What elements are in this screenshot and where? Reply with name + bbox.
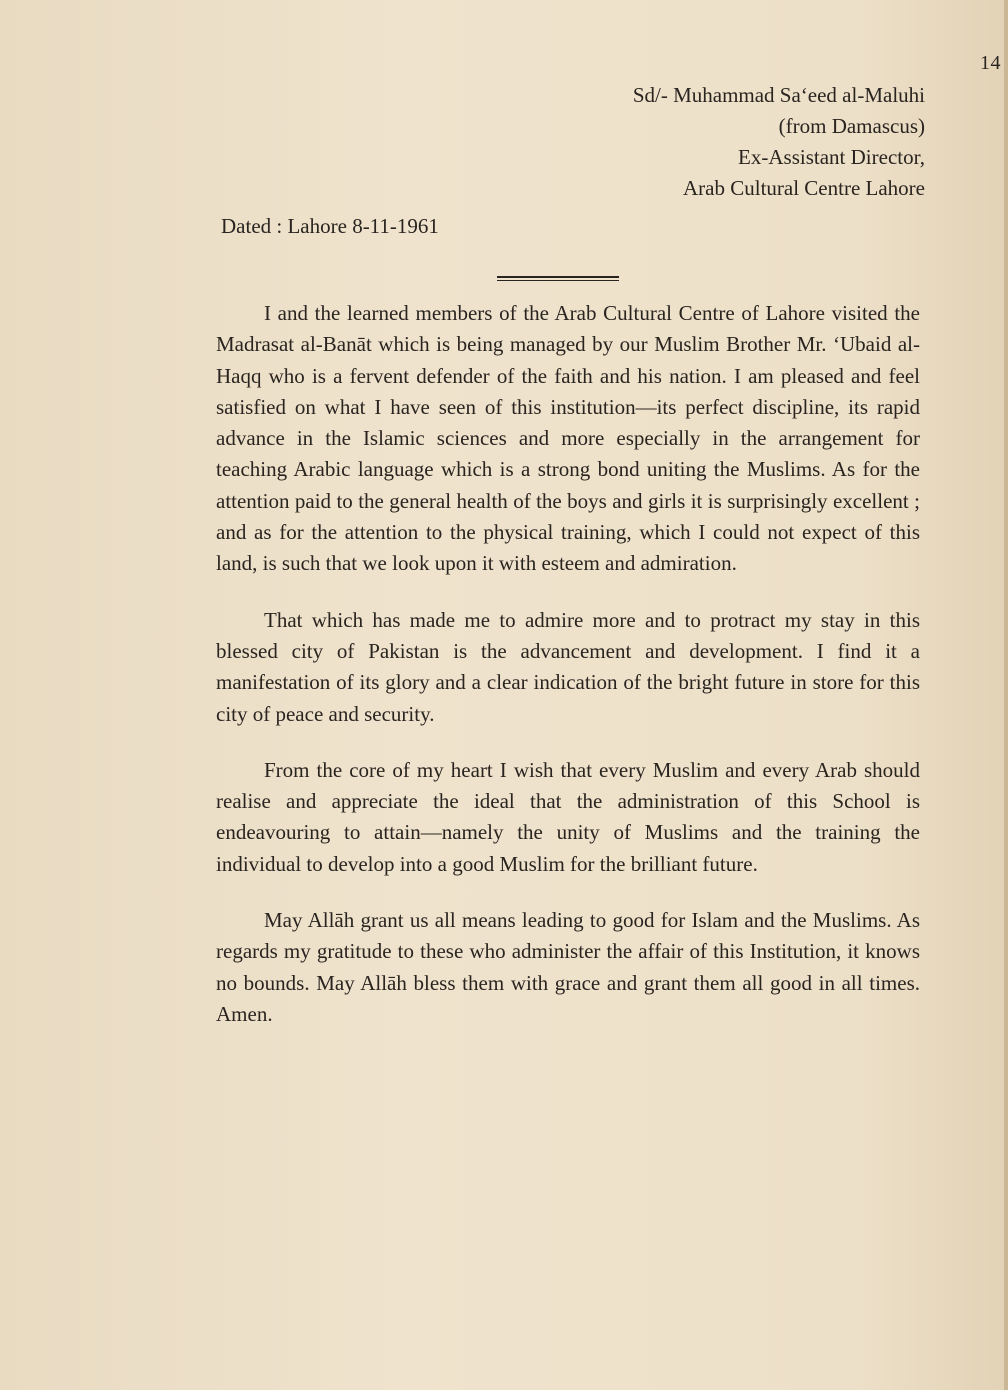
paragraph-2: That which has made me to admire more and to protract my stay in this blessed city of Pakistan is the advancement and development. I find it a manifestation of its glory and a clear indication of the bright future in store for this city of peace and security. <box>216 607 920 726</box>
signature-origin: (from Damascus) <box>778 114 925 138</box>
page-number: 14 <box>980 52 1001 74</box>
paragraph-3: From the core of my heart I wish that every Muslim and every Arab should realise and appreciate the ideal that the administration of this School is endeavouring to attain—namely the unity of Muslims and the training the individual to develop into a good Muslim for the brilliant future. <box>216 757 920 876</box>
date-line: Dated : Lahore 8-11-1961 <box>221 214 439 238</box>
signature-block <box>480 80 925 204</box>
signature-organization: Arab Cultural Centre Lahore <box>683 176 925 200</box>
signature-name: Sd/- Muhammad Sa‘eed al-Maluhi <box>632 83 925 107</box>
letter-body <box>216 298 952 1030</box>
signature-title: Ex-Assistant Director, <box>738 145 925 169</box>
paragraph-4: May Allāh grant us all means leading to good for Islam and the Muslims. As regards my gratitude to these who administer the affair of this Institution, it knows no bounds. May Allāh bless them with grace and grant them all good in all times. Amen. <box>216 908 952 1026</box>
page-edge <box>1004 0 1008 1390</box>
paragraph-1: I and the learned members of the Arab Cultural Centre of Lahore visited the Madrasat al-Banāt which is being managed by our Muslim Brother Mr. ‘Ubaid al-Haqq who is a fervent defender of the faith and his nation. I am pleased and feel satisfied on what I have seen of this institution—its perfect discipline, its rapid advance in the Islamic sciences and more especially in the arrangement for teaching Arabic language which is a strong bond uniting the Muslims. As for the attention paid to the general health of the boys and girls it is surprisingly excellent ; and as for the attention to the physical training, which I could not expect of this land, is such that we look upon it with esteem and admiration. <box>216 301 920 576</box>
divider-rule <box>497 276 619 281</box>
